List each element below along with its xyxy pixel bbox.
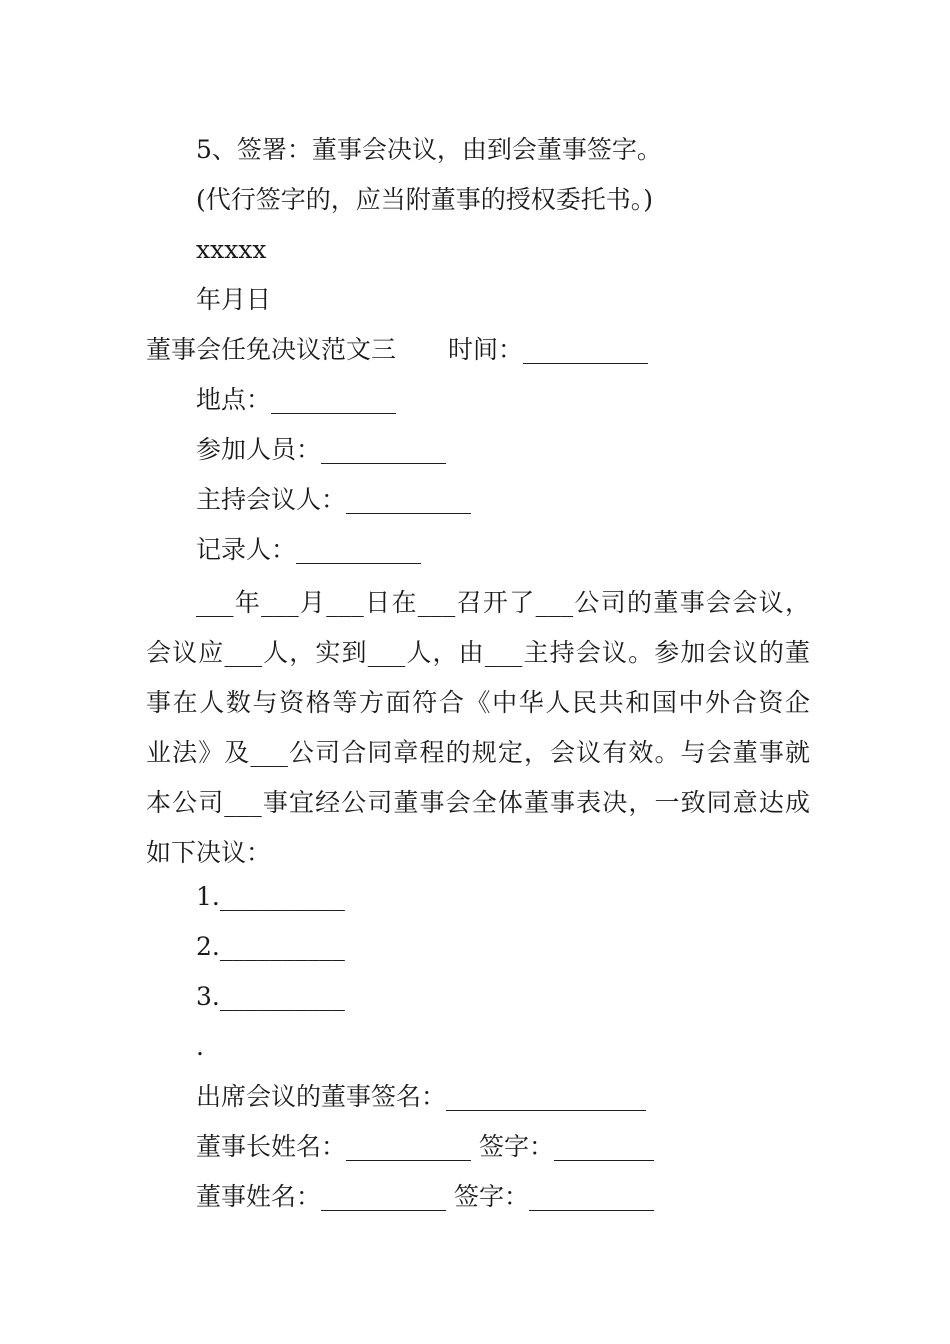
paragraph-line: 如下决议： [146, 838, 272, 867]
directors-signature-field: 出席会议的董事签名：________________ [196, 1082, 647, 1111]
director-signature-field: 董事姓名：__________ 签字：__________ [196, 1182, 654, 1211]
meeting-paragraph [146, 578, 810, 878]
paragraph-line: 本公司___事宜经公司董事会全体董事表决，一致同意达成 [146, 788, 810, 817]
location-field: 地点：__________ [196, 385, 397, 414]
time-field: 时间：__________ [448, 335, 649, 364]
host-field: 主持会议人：__________ [196, 485, 472, 514]
signing-clause: 5、签署：董事会决议，由到会董事签字。 [196, 135, 662, 164]
paragraph-line: 业法》及___公司合同章程的规定，会议有效。与会董事就 [146, 738, 810, 767]
recorder-field: 记录人：__________ [196, 535, 422, 564]
section-heading-row [146, 333, 648, 367]
paragraph-line: 会议应___人，实到___人，由___主持会议。参加会议的董 [146, 638, 810, 667]
resolution-item-2: 2.__________ [196, 932, 345, 961]
section-title: 董事会任免决议范文三 [146, 335, 397, 364]
date-line: 年月日 [196, 285, 272, 314]
separator-dot: . [196, 1032, 204, 1061]
chairman-signature-field: 董事长姓名：__________ 签字：________ [196, 1132, 654, 1161]
attendees-field: 参加人员：__________ [196, 435, 447, 464]
paragraph-line: ___年___月___日在___召开了___公司的董事会会议， [196, 588, 810, 617]
resolution-item-3: 3.__________ [196, 982, 345, 1011]
paragraph-line: 事在人数与资格等方面符合《中华人民共和国中外合资企 [146, 688, 810, 717]
resolution-item-1: 1.__________ [196, 882, 345, 911]
proxy-note: (代行签字的，应当附董事的授权委托书。) [196, 185, 654, 214]
placeholder-name: xxxxx [196, 235, 267, 264]
